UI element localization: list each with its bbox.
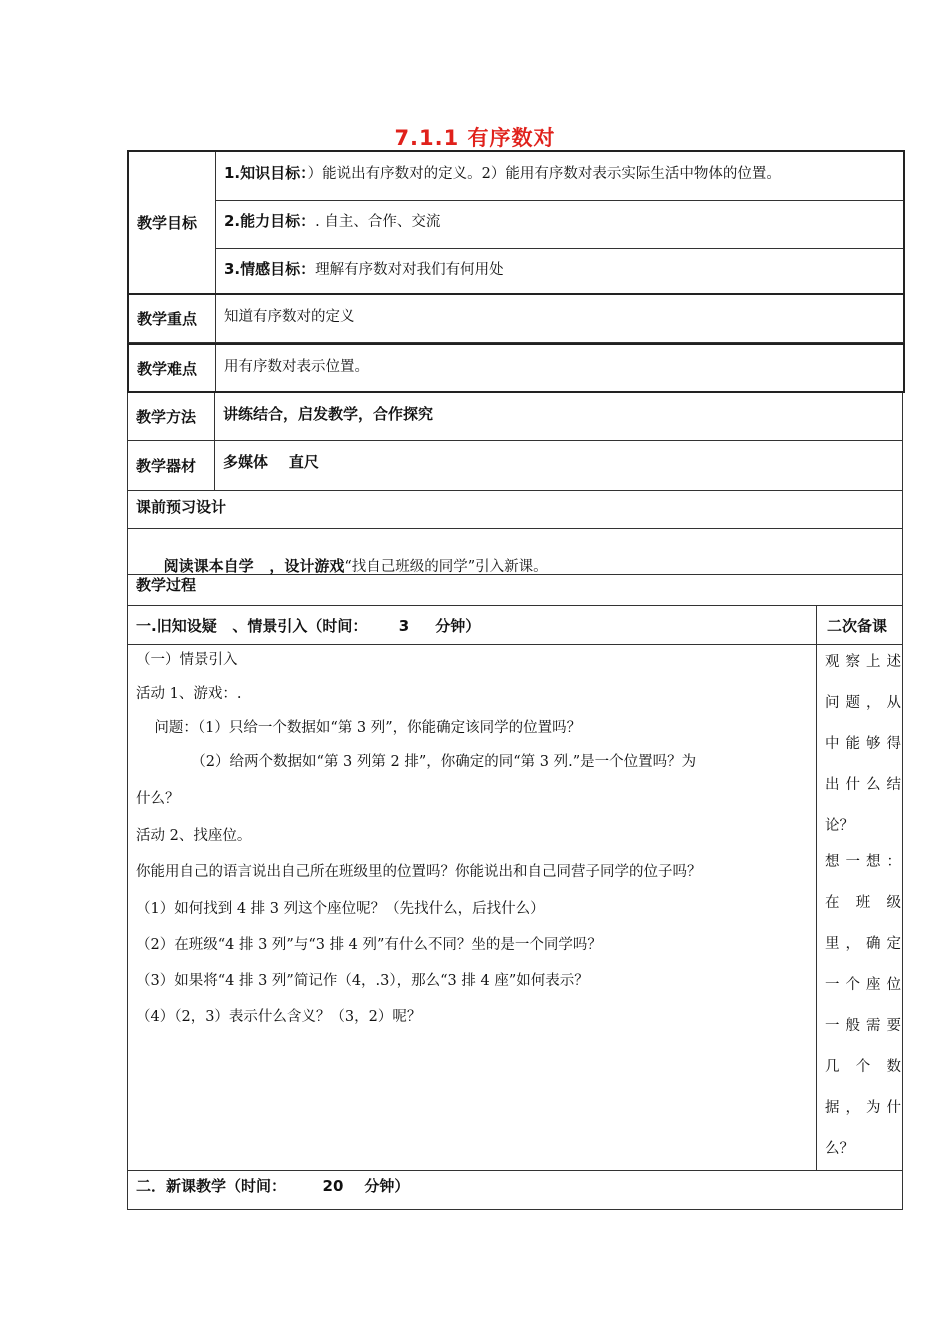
body-line: 活动 1、游戏：. xyxy=(136,686,242,702)
key-point-text: 知道有序数对的定义 xyxy=(224,309,355,325)
section1-heading: 一.旧知设疑 、情景引入（时间： 3 分钟） xyxy=(136,616,481,635)
body-line: （3）如果将“4 排 3 列”简记作（4，.3），那么“3 排 4 座”如何表示？ xyxy=(136,973,589,989)
page-title: 7.1.1 有序数对 xyxy=(394,126,556,150)
side-note-line: 在 班 级 xyxy=(825,895,901,911)
side-note-line: 想一想： xyxy=(825,854,901,870)
side-note-line: 一个座位 xyxy=(825,977,901,993)
goal-ability: 2.能力目标：. 自主、合作、交流 xyxy=(224,212,441,230)
side-note-line: 观察上述 xyxy=(825,654,901,670)
body-line: （2）给两个数据如“第 3 列第 2 排”，你确定的同“第 3 列.”是一个位置吗？为 xyxy=(136,754,697,770)
key-point-label: 教学重点 xyxy=(137,310,198,328)
goals-label: 教学目标 xyxy=(137,214,198,232)
difficulty-label: 教学难点 xyxy=(137,359,198,378)
method-row xyxy=(127,393,903,441)
body-line: （4）（2，3）表示什么含义？（3，2）呢？ xyxy=(136,1009,422,1025)
preview-row xyxy=(127,528,903,575)
body-line: 问题：（1）只给一个数据如“第 3 列”，你能确定该同学的位置吗？ xyxy=(136,720,582,736)
goals-row xyxy=(127,150,905,295)
section2-heading-row xyxy=(127,1170,903,1210)
side-note-line: 据，为什 xyxy=(825,1100,901,1116)
goal-emotion: 3.情感目标：理解有序数对对我们有何用处 xyxy=(224,260,504,278)
difficulty-row xyxy=(127,343,905,393)
side-note-line: 么？ xyxy=(825,1141,854,1157)
body-line: 你能用自己的语言说出自己所在班级里的位置吗？你能说出和自己同营子同学的位子吗？ xyxy=(136,864,702,880)
side-note-line: 问题，从 xyxy=(825,695,901,711)
equipment-text: 多媒体 直尺 xyxy=(223,453,319,471)
method-label: 教学方法 xyxy=(136,408,197,426)
preview-heading-row xyxy=(127,490,903,529)
second-prep-heading: 二次备课 xyxy=(827,616,888,635)
side-note-line: 出什么结 xyxy=(825,777,901,793)
preview-heading: 课前预习设计 xyxy=(136,498,227,516)
process-heading: 教学过程 xyxy=(136,576,197,594)
body-line: 活动 2、找座位。 xyxy=(136,828,252,844)
side-note-line: 中能够得 xyxy=(825,736,901,752)
body-line: 什么？ xyxy=(136,791,180,807)
side-note-line: 一般需要 xyxy=(825,1018,901,1034)
key-point-row xyxy=(127,295,905,343)
preview-text: 阅读课本自学 ，设计游戏“找自己班级的同学”引入新课。 xyxy=(163,557,548,575)
side-note-line: 几 个 数 xyxy=(825,1059,901,1075)
body-line: （2）在班级“4 排 3 列”与“3 排 4 列”有什么不同？坐的是一个同学吗？ xyxy=(136,937,602,953)
equipment-label: 教学器材 xyxy=(136,457,197,475)
difficulty-text: 用有序数对表示位置。 xyxy=(224,359,369,375)
section1-heading-row xyxy=(127,605,903,645)
body-line: （1）如何找到 4 排 3 列这个座位呢？（先找什么，后找什么） xyxy=(136,901,545,917)
side-note-line: 里，确定 xyxy=(825,936,901,952)
equipment-row xyxy=(127,440,903,491)
process-heading-row xyxy=(127,574,903,606)
section1-body-row xyxy=(127,644,903,1171)
method-text: 讲练结合，启发教学，合作探究 xyxy=(223,405,434,423)
body-line: （一）情景引入 xyxy=(136,652,238,668)
side-note-line: 论？ xyxy=(825,818,854,834)
section2-heading: 二．新课教学（时间： 20 分钟） xyxy=(136,1177,410,1195)
goal-knowledge: 1.知识目标：）能说出有序数对的定义。2）能用有序数对表示实际生活中物体的位置。 xyxy=(224,164,781,182)
